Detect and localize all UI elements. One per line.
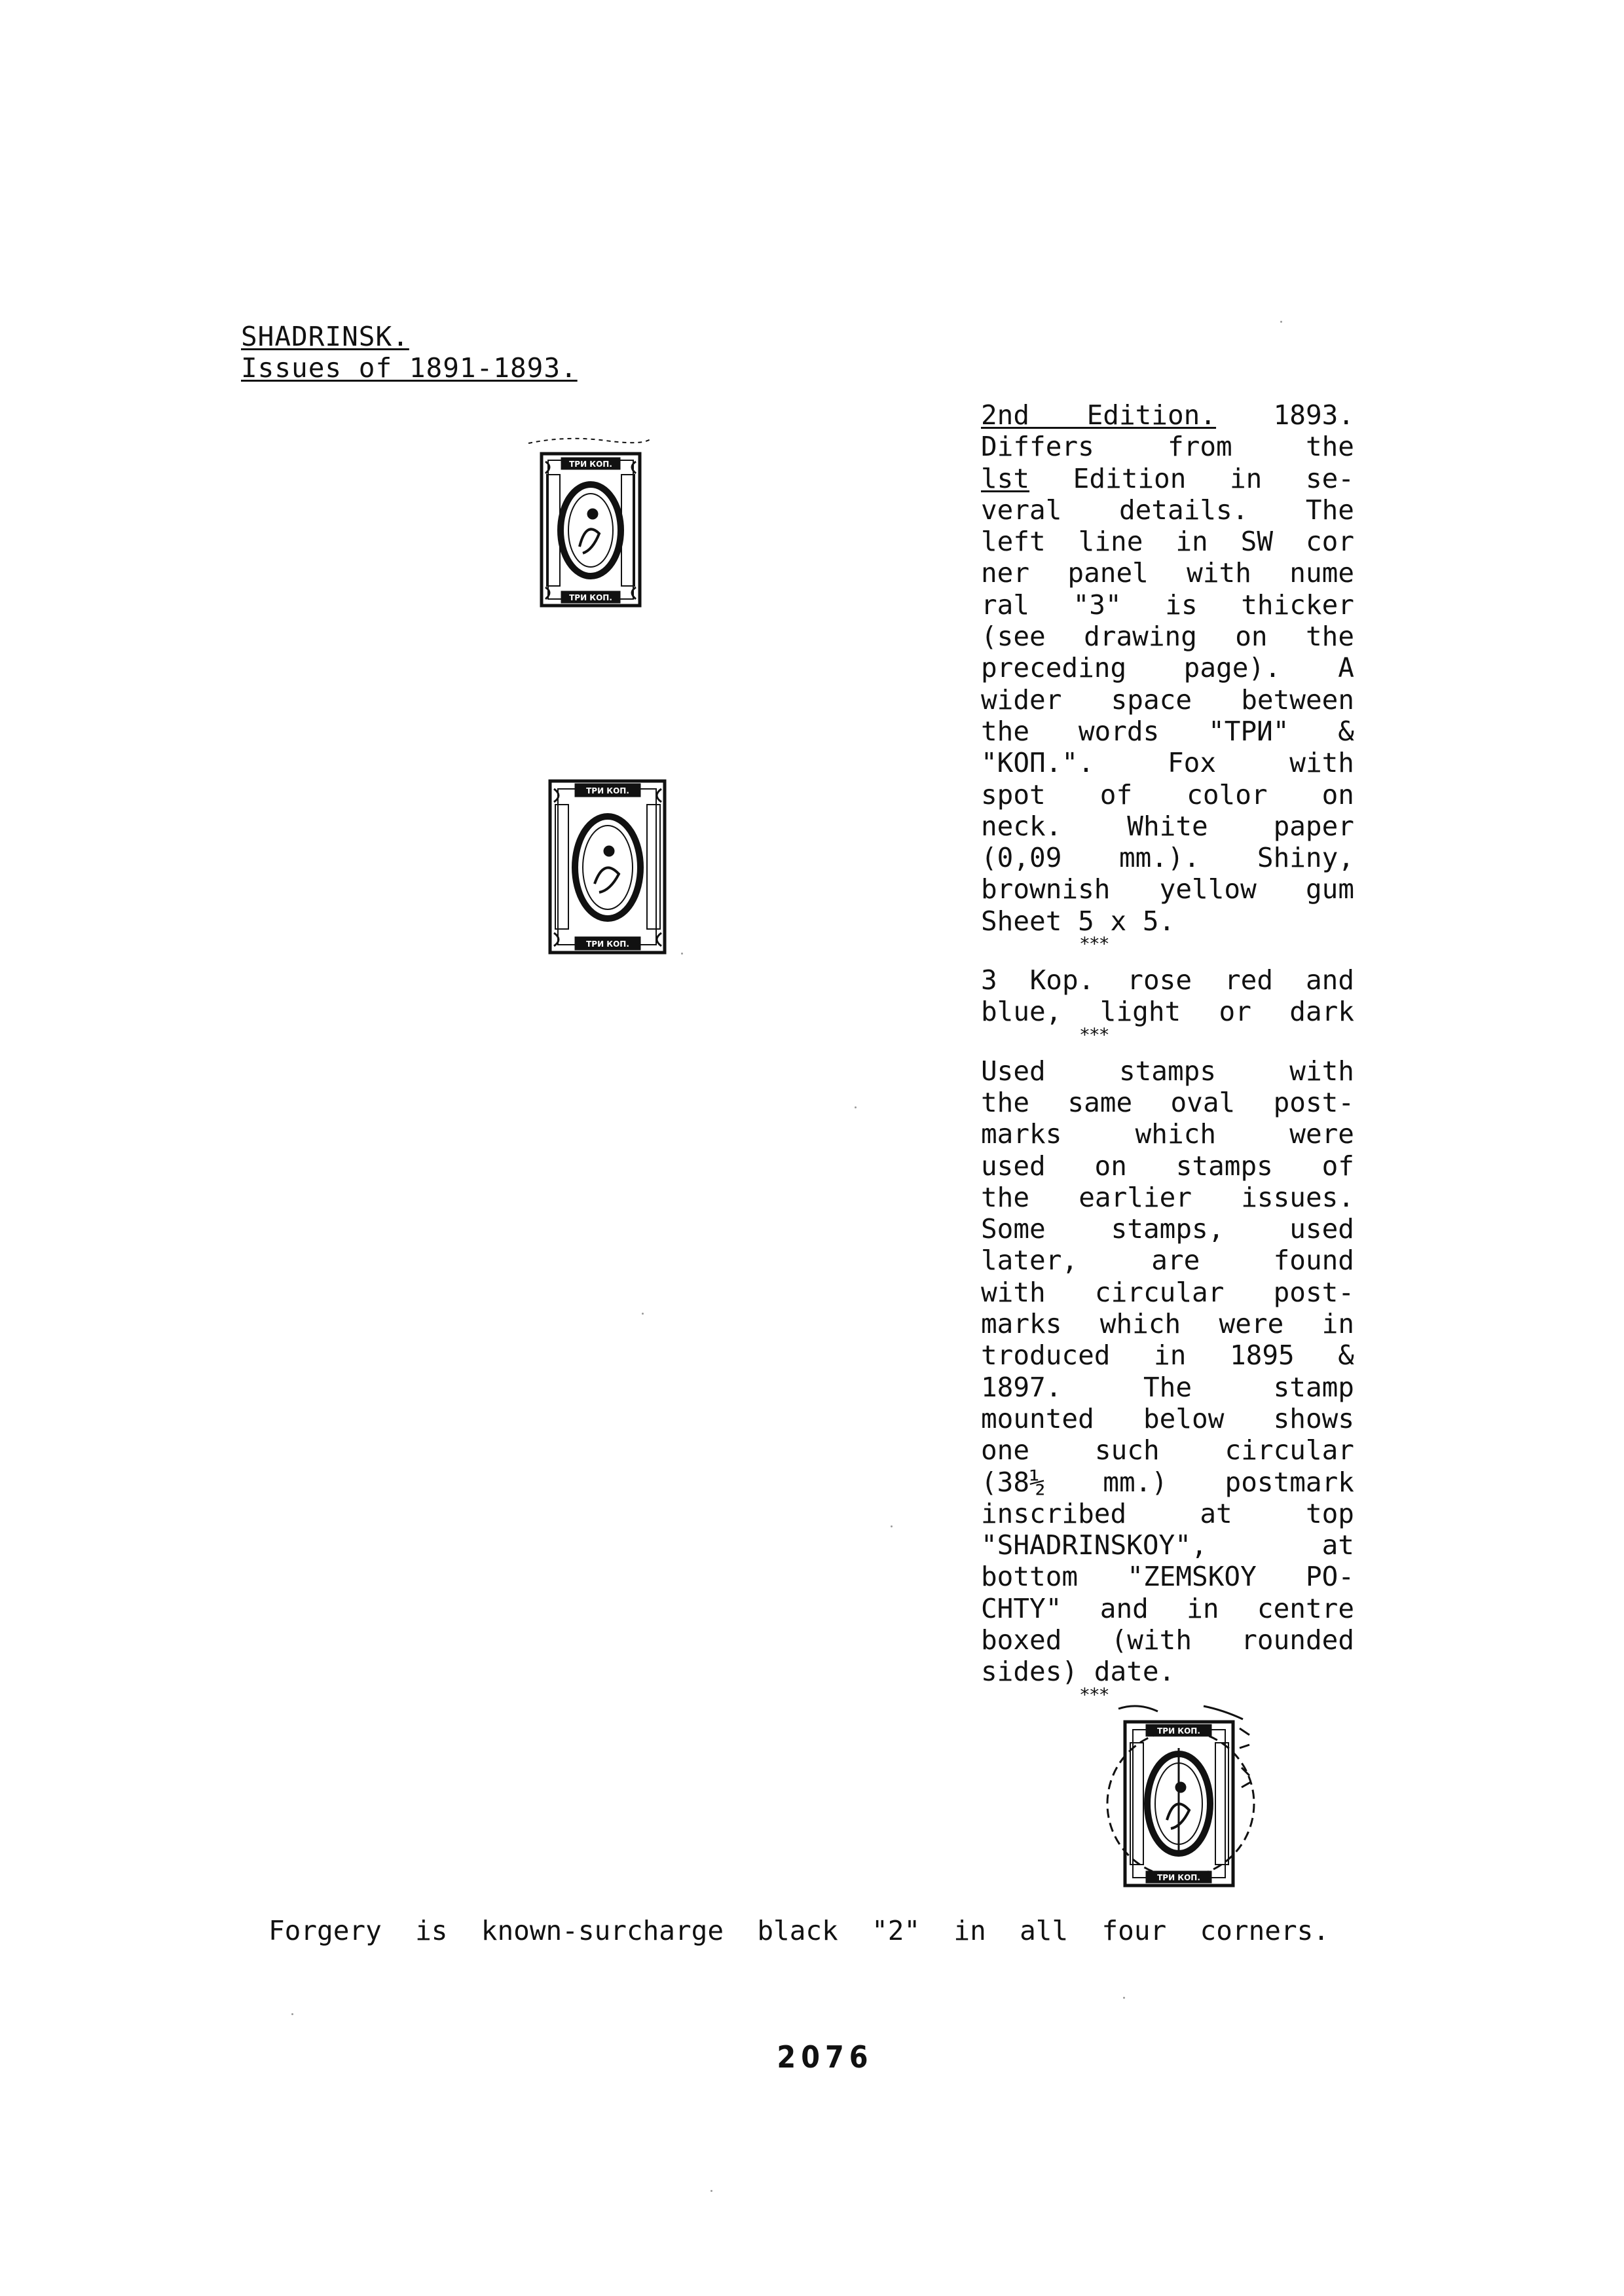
svg-text:ТРИ КОП.: ТРИ КОП. — [569, 593, 612, 602]
used-line: troduced in 1895 & — [981, 1339, 1354, 1372]
used-line: one such circular — [981, 1434, 1354, 1467]
edition-line: veral details. The — [981, 494, 1354, 526]
section-title: SHADRINSK. — [241, 321, 409, 352]
used-line: later, are found — [981, 1245, 1354, 1277]
separator: *** — [1079, 1023, 1109, 1046]
separator: *** — [1079, 1683, 1109, 1705]
value-line: blue, light or dark — [981, 996, 1354, 1028]
stamp-illustration-1 — [527, 435, 655, 619]
edition-line: left line in SW cor — [981, 526, 1354, 558]
used-line: Some stamps, used — [981, 1213, 1354, 1245]
svg-text:ТРИ КОП.: ТРИ КОП. — [569, 460, 612, 469]
used-line: marks which were in — [981, 1308, 1354, 1340]
used-line: bottom "ZEMSKOY PO- — [981, 1561, 1354, 1593]
svg-text:ТРИ КОП.: ТРИ КОП. — [1157, 1873, 1200, 1882]
edition-heading-line — [981, 399, 1354, 431]
used-line: Used stamps with — [981, 1055, 1354, 1087]
used-line: CHTY" and in centre — [981, 1592, 1354, 1624]
edition-line: brownish yellow gum — [981, 873, 1354, 905]
edition-line: Differs from the — [981, 431, 1354, 463]
used-line: "SHADRINSKOY", at — [981, 1529, 1354, 1561]
stamp-illustration-3 — [1105, 1702, 1256, 1905]
edition-line: ral "3" is thicker — [981, 589, 1354, 621]
edition-line-prefix: lst — [981, 462, 1030, 494]
edition-line: ner panel with nume — [981, 557, 1354, 589]
used-line: (38½ mm.) postmark — [981, 1466, 1354, 1498]
stamp-illustration-2 — [544, 776, 671, 959]
forgery-note: Forgery is known-surcharge black "2" in all four corners. — [268, 1915, 1329, 1946]
edition-line-rest: Edition in se- — [1029, 462, 1354, 494]
edition-year: 1893. — [1273, 399, 1354, 431]
used-line: the earlier issues. — [981, 1181, 1354, 1213]
svg-text:ТРИ КОП.: ТРИ КОП. — [1157, 1726, 1200, 1736]
used-line: mounted below shows — [981, 1402, 1354, 1434]
used-line: marks which were — [981, 1118, 1354, 1150]
edition-line: neck. White paper — [981, 810, 1354, 842]
edition-line — [981, 463, 1354, 494]
section-subtitle: Issues of 1891-1893. — [241, 352, 578, 384]
edition-line: spot of color on — [981, 778, 1354, 811]
edition-line: "KOП.". Fox with — [981, 747, 1354, 779]
edition-title: 2nd Edition. — [981, 399, 1217, 431]
used-line: the same oval post- — [981, 1086, 1354, 1118]
edition-line: Sheet 5 x 5. — [981, 905, 1175, 937]
page-number: 2076 — [777, 2039, 874, 2075]
used-line: inscribed at top — [981, 1497, 1354, 1529]
page-heading — [241, 321, 578, 384]
used-line: with circular post- — [981, 1276, 1354, 1308]
edition-line: the words "TPИ" & — [981, 715, 1354, 747]
used-line: used on stamps of — [981, 1150, 1354, 1182]
used-line: boxed (with rounded — [981, 1624, 1354, 1656]
description-column — [981, 399, 1354, 1707]
edition-line: preceding page). A — [981, 652, 1354, 684]
edition-line: (0,09 mm.). Shiny, — [981, 842, 1354, 874]
separator: *** — [1079, 933, 1109, 955]
svg-text:ТРИ КОП.: ТРИ КОП. — [586, 939, 629, 949]
edition-line: wider space between — [981, 683, 1354, 716]
edition-line: (see drawing on the — [981, 621, 1354, 653]
svg-text:ТРИ КОП.: ТРИ КОП. — [586, 786, 629, 795]
used-line: 1897. The stamp — [981, 1371, 1354, 1403]
used-line: sides) date. — [981, 1656, 1175, 1688]
value-line: 3 Kop. rose red and — [981, 964, 1354, 996]
